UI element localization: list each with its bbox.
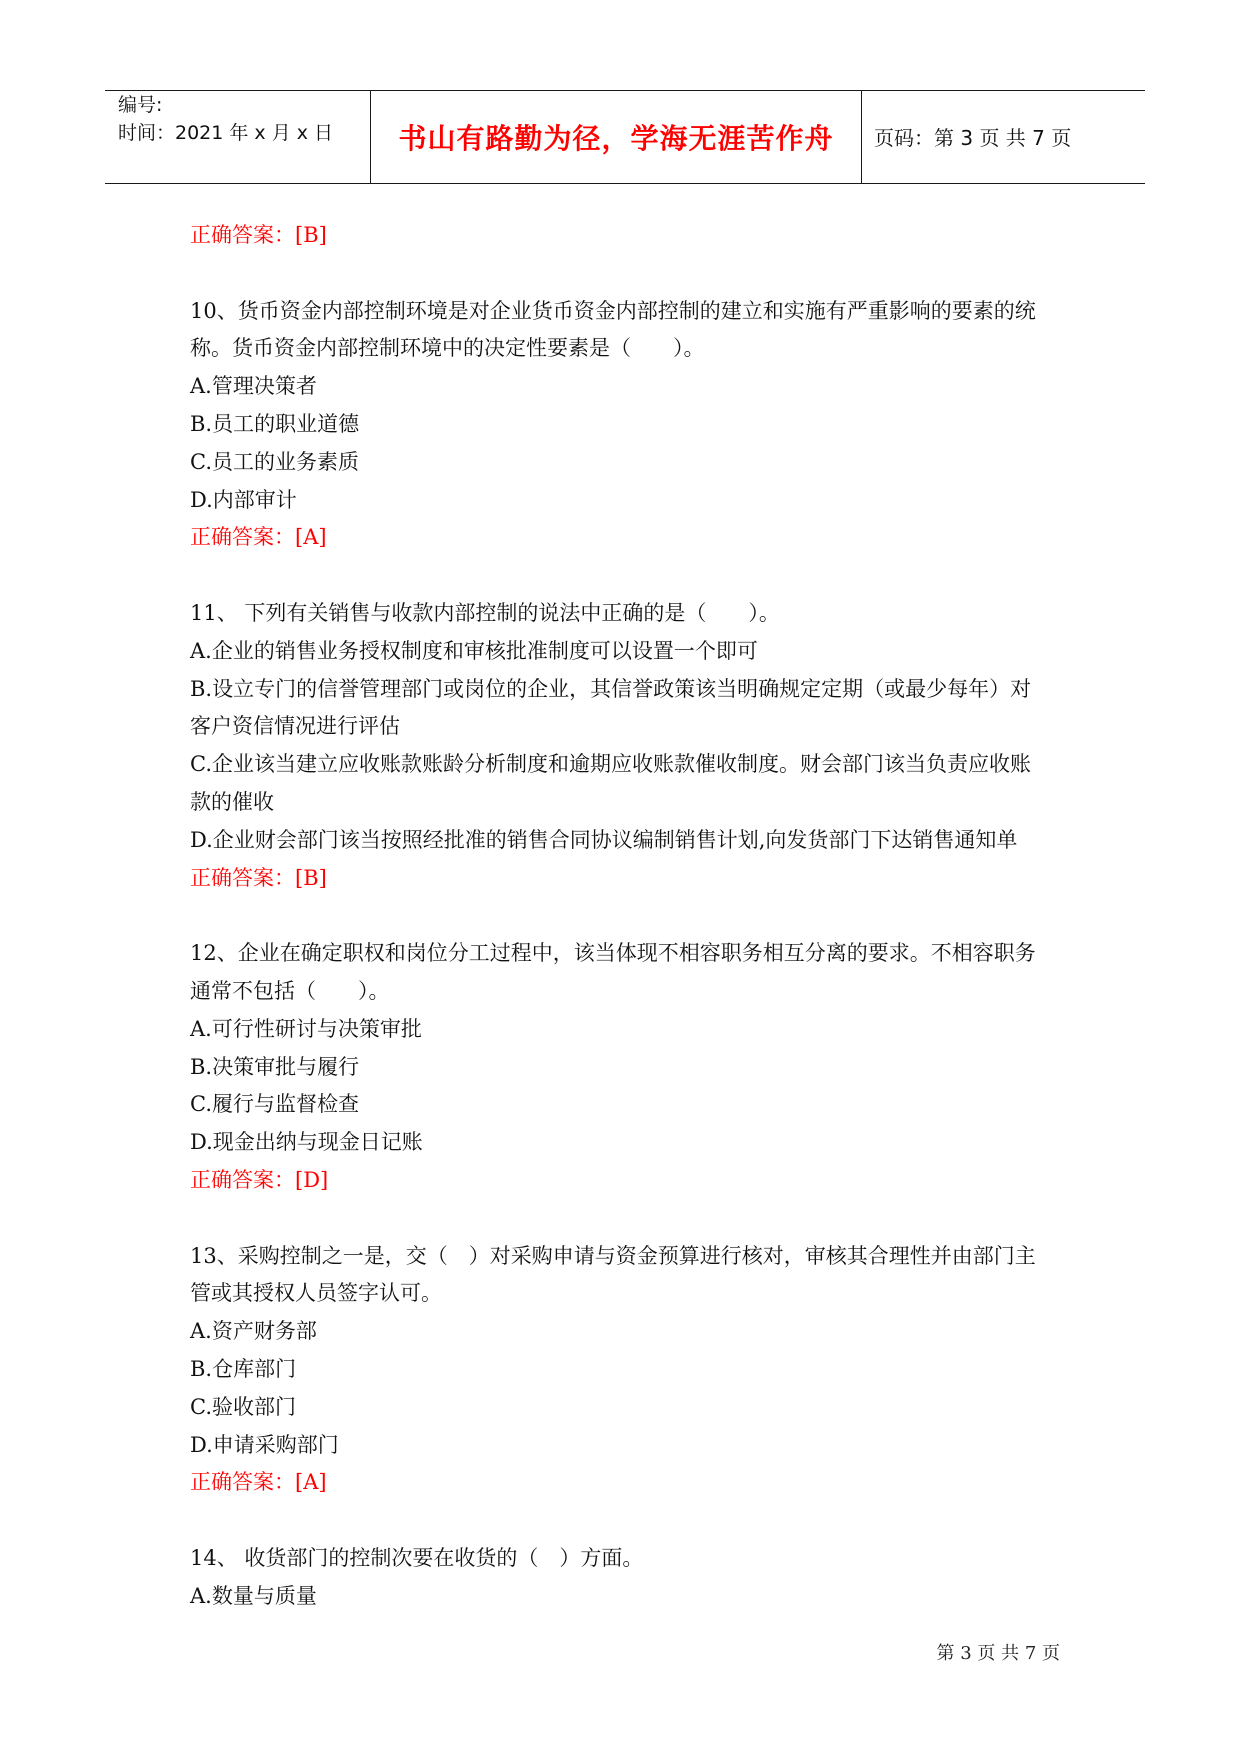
- correct-answer: 正确答案：[D]: [190, 1167, 329, 1192]
- document-time-label: 时间：2021 年 x 月 x 日: [118, 122, 334, 144]
- header-slogan-cell: [371, 91, 861, 182]
- correct-answer: 正确答案：[A]: [190, 1470, 327, 1495]
- option-d: D.现金出纳与现金日记账: [190, 1130, 423, 1155]
- option-b: B.员工的职业道德: [190, 411, 360, 436]
- page-header-table: [105, 90, 1145, 184]
- option-b: B.设立专门的信誉管理部门或岗位的企业，其信誉政策该当明确规定定期（或最少每年）对: [190, 676, 1032, 701]
- option-c-continued: 款的催收: [190, 789, 274, 814]
- option-c: C.员工的业务素质: [190, 449, 359, 474]
- question-list: [190, 217, 1090, 1615]
- option-b: B.决策审批与履行: [190, 1054, 360, 1079]
- question-stem-line: 13、采购控制之一是，交（ ）对采购申请与资金预算进行核对，审核其合理性并由部门主: [190, 1243, 1036, 1268]
- question-stem-line: 管或其授权人员签字认可。: [190, 1281, 442, 1306]
- header-page-cell: [874, 91, 1139, 182]
- option-c: C.企业该当建立应收账款账龄分析制度和逾期应收账款催收制度。财会部门该当负责应收账: [190, 752, 1031, 777]
- page-footer-number: 第 3 页 共 7 页: [936, 1643, 1060, 1664]
- question-14: [190, 1540, 1090, 1616]
- question-11: [190, 595, 1090, 897]
- correct-answer: 正确答案：[B]: [190, 865, 327, 890]
- option-a: A.管理决策者: [190, 374, 317, 399]
- question-stem-line: 称。货币资金内部控制环境中的决定性要素是（ ）。: [190, 336, 705, 361]
- correct-answer: 正确答案：[A]: [190, 525, 327, 550]
- header-divider: [861, 91, 862, 183]
- option-a: A.可行性研讨与决策审批: [190, 1016, 422, 1041]
- question-10: [190, 293, 1090, 558]
- option-c: C.履行与监督检查: [190, 1092, 359, 1117]
- previous-correct-answer: 正确答案：[B]: [190, 223, 327, 247]
- option-d: D.企业财会部门该当按照经批准的销售合同协议编制销售计划,向发货部门下达销售通知单: [190, 827, 1018, 852]
- header-page-label: 页码：第 3 页 共 7 页: [874, 126, 1072, 150]
- option-d: D.申请采购部门: [190, 1432, 339, 1457]
- header-slogan: 书山有路勤为径，学海无涯苦作舟: [398, 121, 834, 155]
- option-a: A.资产财务部: [190, 1319, 317, 1344]
- question-13: [190, 1238, 1090, 1503]
- question-stem-line: 12、企业在确定职权和岗位分工过程中，该当体现不相容职务相互分离的要求。不相容职务: [190, 941, 1036, 966]
- question-stem-line: 10、货币资金内部控制环境是对企业货币资金内部控制的建立和实施有严重影响的要素的统: [190, 298, 1036, 323]
- option-a: A.数量与质量: [190, 1583, 317, 1608]
- option-b-continued: 客户资信情况进行评估: [190, 714, 400, 739]
- option-a: A.企业的销售业务授权制度和审核批准制度可以设置一个即可: [190, 638, 758, 663]
- question-12: [190, 935, 1090, 1200]
- header-info-cell: [118, 91, 363, 147]
- question-stem-line: 11、 下列有关销售与收款内部控制的说法中正确的是（ ）。: [190, 600, 780, 625]
- document-number-label: 编号:: [118, 94, 163, 116]
- question-stem-line: 14、 收货部门的控制次要在收货的（ ）方面。: [190, 1545, 644, 1570]
- option-c: C.验收部门: [190, 1394, 296, 1419]
- question-stem-line: 通常不包括（ ）。: [190, 978, 390, 1003]
- option-b: B.仓库部门: [190, 1356, 297, 1381]
- option-d: D.内部审计: [190, 487, 297, 512]
